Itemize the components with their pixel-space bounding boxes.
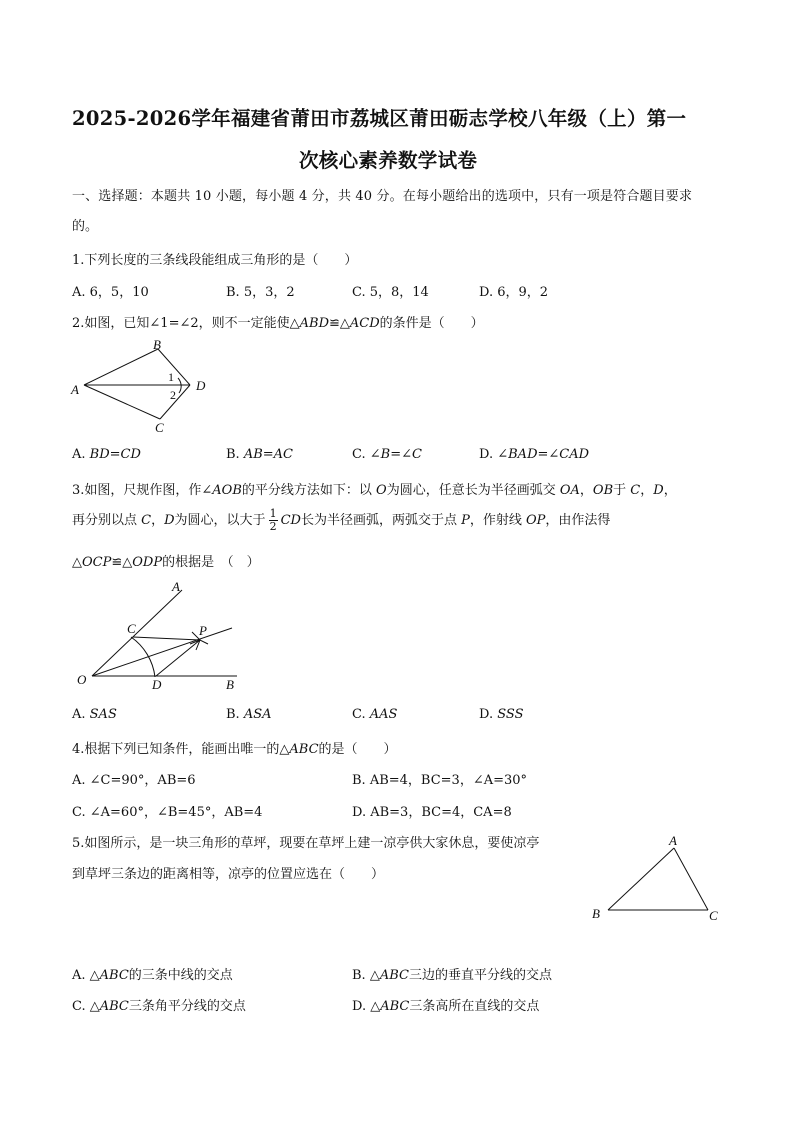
q3-l2-k: ，由作法得 [545,513,611,528]
q3-l2-p: P [461,513,470,528]
q2-stem-pre: 2.如图，已知∠1=∠2，则不一定能使△ [72,316,300,331]
q2-label-c: C [155,420,164,435]
q3-option-d [479,707,524,722]
q2-option-b-expr: AB=AC [243,447,293,462]
q3-l3-odp: ODP [132,555,163,570]
section-header-line2: 的。 [72,219,99,234]
q4-option-d: D. AB=3，BC=4，CA=8 [352,805,512,820]
q3-option-a [72,707,117,722]
q2-option-d-expr: ∠BAD=∠CAD [497,447,590,462]
q2-option-c [352,447,422,462]
q3-l1-m: ， [663,483,677,498]
q3-l3-ocp: OCP [82,555,112,570]
q3-l1-o: O [376,483,387,498]
q1-option-d: D. 6，9，2 [479,285,549,300]
page-title-line1: 2025-2026学年福建省莆田市荔城区莆田砺志学校八年级（上）第一 [72,107,687,130]
q2-option-c-expr: ∠B=∠C [369,447,422,462]
q5-label-c: C [709,908,718,923]
q2-option-a-letter: A. [72,447,90,462]
q2-label-angle2: 2 [170,388,176,402]
q5-option-b-pre: B. △ [352,968,380,983]
q5-line2: 到草坪三条边的距离相等，凉亭的位置应选在（ ） [72,867,385,882]
q3-label-d: D [152,677,162,692]
q3-option-c [352,707,397,722]
q5-option-d-post: 三条高所在直线的交点 [409,999,540,1014]
q2-stem [72,312,484,331]
q3-l1-oa: OA [559,483,580,498]
q3-option-a-expr: SAS [89,707,117,722]
section-header-line1: 一、选择题：本题共 10 小题，每小题 4 分，共 40 分。在每小题给出的选项中，只有一项是符合题目要求 [72,189,693,204]
q5-label-a: A [669,833,677,848]
q3-l2-g: 长为半径画弧，两弧交于点 [300,513,462,528]
q1-option-c: C. 5，8，14 [352,285,429,300]
q3-option-c-expr: AAS [369,707,398,722]
q3-fraction-denominator: 2 [269,520,277,533]
q3-option-c-letter: C. [352,707,370,722]
page-title-line2: 次核心素养数学试卷 [299,149,478,172]
q4-option-a: A. ∠C=90°，AB=6 [72,773,196,788]
q4-stem-pre: 4.根据下列已知条件，能画出唯一的△ [72,742,290,757]
q5-line1: 5.如图所示，是一块三角形的草坪，现要在草坪上建一凉亭供大家休息，要使凉亭 [72,836,540,851]
q3-option-a-letter: A. [72,707,90,722]
q5-option-c-post: 三条角平分线的交点 [128,999,246,1014]
q5-option-c [72,995,246,1014]
q5-option-d-pre: D. △ [352,999,381,1014]
q4-stem-abc: ABC [289,742,319,757]
q3-l1-c: 的平分线方法如下：以 [241,483,377,498]
q3-l1-a: 3.如图，尺规作图，作∠ [72,483,213,498]
q3-l3-e: 的根据是 （ ） [162,555,260,570]
q2-label-d: D [196,378,206,393]
q3-option-b [226,707,272,722]
q3-label-c: C [127,621,136,636]
q3-l2-i: ，作射线 [469,513,526,528]
q5-option-a-pre: A. △ [72,968,100,983]
q5-figure [586,828,726,928]
q3-l1-d-point: D [653,483,664,498]
q3-l3-a: △ [72,555,82,570]
q5-option-d [352,995,539,1014]
q3-l3-c: ≌△ [111,555,133,570]
q3-l1-e: 为圆心，任意长为半径画弧交 [386,483,560,498]
q3-l2-op: OP [525,513,546,528]
q3-fraction-numerator: 1 [269,507,277,520]
q3-figure [72,574,252,694]
q3-option-b-letter: B. [226,707,244,722]
q3-label-p: P [199,623,207,638]
q3-line1 [72,479,677,498]
q2-label-a: A [71,382,79,397]
q5-option-a-post: 的三条中线的交点 [128,968,233,983]
q3-l1-c-point: C [630,483,641,498]
q4-option-c: C. ∠A=60°，∠B=45°，AB=4 [72,805,263,820]
q2-stem-post: 的条件是（ ） [379,316,484,331]
q5-label-b: B [592,906,600,921]
q5-option-b [352,964,552,983]
q5-option-b-post: 三边的垂直平分线的交点 [408,968,552,983]
q3-option-d-expr: SSS [497,707,524,722]
q3-l1-i: 于 [613,483,631,498]
q5-option-b-abc: ABC [379,968,409,983]
q3-l2-a: 再分别以点 [72,513,142,528]
q3-label-o: O [77,672,87,687]
q1-stem: 1.下列长度的三条线段能组成三角形的是（ ） [72,253,358,268]
q4-stem-post: 的是（ ） [318,742,397,757]
q4-stem [72,738,397,757]
q2-stem-acd: ACD [349,316,380,331]
q4-option-b: B. AB=4，BC=3，∠A=30° [352,773,528,788]
q5-option-a-abc: ABC [99,968,129,983]
q2-option-a-expr: BD=CD [89,447,141,462]
q1-option-b: B. 5，3，2 [226,285,295,300]
q3-line2 [72,508,610,533]
q3-line3 [72,551,260,570]
q3-l1-ob: OB [592,483,614,498]
q5-option-d-abc: ABC [380,999,410,1014]
q3-l2-cd: CD [280,513,301,528]
q2-option-b-letter: B. [226,447,244,462]
q2-option-a [72,447,141,462]
q3-label-a: A [172,579,180,594]
q3-label-b: B [226,677,234,692]
q2-figure [66,336,226,436]
q3-l2-c: ， [151,513,165,528]
q3-l1-aob: AOB [212,483,242,498]
q3-l2-e: 为圆心，以大于 [174,513,266,528]
q2-option-d-letter: D. [479,447,498,462]
q3-l2-d-point: D [164,513,175,528]
q3-option-d-letter: D. [479,707,498,722]
q2-stem-congruent: ≌△ [329,316,350,331]
q1-option-a: A. 6，5，10 [72,285,149,300]
q3-l1-k: ， [640,483,654,498]
q2-option-c-letter: C. [352,447,370,462]
q2-stem-abd: ABD [299,316,329,331]
q3-option-b-expr: ASA [243,707,272,722]
q5-option-a [72,964,233,983]
q5-option-c-pre: C. △ [72,999,100,1014]
q5-option-c-abc: ABC [99,999,129,1014]
q2-label-angle1: 1 [168,370,174,384]
q2-option-b [226,447,293,462]
q3-fraction [269,508,278,533]
q3-l2-c-point: C [141,513,152,528]
q3-l1-g: ， [579,483,593,498]
q2-option-d [479,447,589,462]
q2-label-b: B [153,337,161,352]
